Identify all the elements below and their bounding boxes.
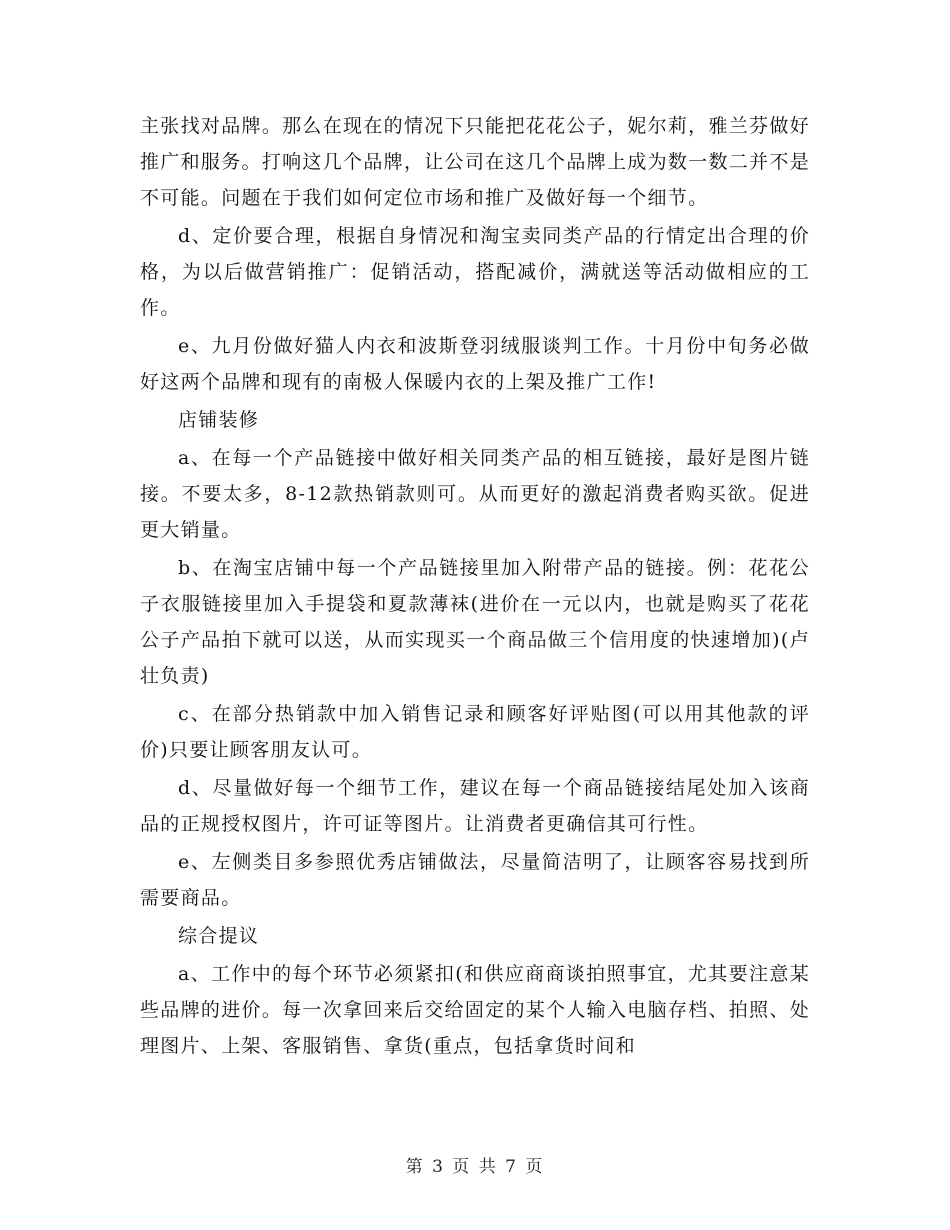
paragraph-3: e、九月份做好猫人内衣和波斯登羽绒服谈判工作。十月份中旬务必做好这两个品牌和现有的南极人保暖内衣的上架及推广工作! bbox=[140, 335, 810, 393]
paragraph-6: b、在淘宝店铺中每一个产品链接里加入附带产品的链接。例：花花公子衣服链接里加入手提袋和夏款薄袜(进价在一元以内，也就是购买了花花公子产品拍下就可以送，从而实现买一个商品做三个信用度的快速增加)(卢壮负责) bbox=[140, 557, 810, 687]
section-heading-general-proposal: 综合提议 bbox=[178, 925, 260, 947]
paragraph-5: a、在每一个产品链接中做好相关同类产品的相互链接，最好是图片链接。不要太多，8-12款热销款则可。从而更好的激起消费者购买欲。促进更大销量。 bbox=[140, 447, 810, 541]
paragraph-11: a、工作中的每个环节必须紧扣(和供应商商谈拍照事宜，尤其要注意某些品牌的进价。每一次拿回来后交给固定的某个人输入电脑存档、拍照、处理图片、上架、客服销售、拿货(重点，包括拿货时间和 bbox=[140, 963, 810, 1057]
paragraph-7: c、在部分热销款中加入销售记录和顾客好评贴图(可以用其他款的评价)只要让顾客朋友认可。 bbox=[140, 703, 810, 761]
section-heading-store-decoration: 店铺装修 bbox=[178, 409, 260, 431]
paragraph-8: d、尽量做好每一个细节工作，建议在每一个商品链接结尾处加入该商品的正规授权图片，许可证等图片。让消费者更确信其可行性。 bbox=[140, 777, 810, 835]
paragraph-9: e、左侧类目多参照优秀店铺做法，尽量简洁明了，让顾客容易找到所需要商品。 bbox=[140, 851, 810, 909]
paragraph-2: d、定价要合理，根据自身情况和淘宝卖同类产品的行情定出合理的价格，为以后做营销推广：促销活动，搭配减价，满就送等活动做相应的工作。 bbox=[140, 225, 810, 319]
page-number-footer: 第 3 页 共 7 页 bbox=[405, 1157, 545, 1177]
paragraph-1: 主张找对品牌。那么在现在的情况下只能把花花公子，妮尔莉，雅兰芬做好推广和服务。打响这几个品牌，让公司在这几个品牌上成为数一数二并不是不可能。问题在于我们如何定位市场和推广及做好每一个细节。 bbox=[140, 115, 810, 209]
document-body bbox=[140, 108, 810, 1064]
